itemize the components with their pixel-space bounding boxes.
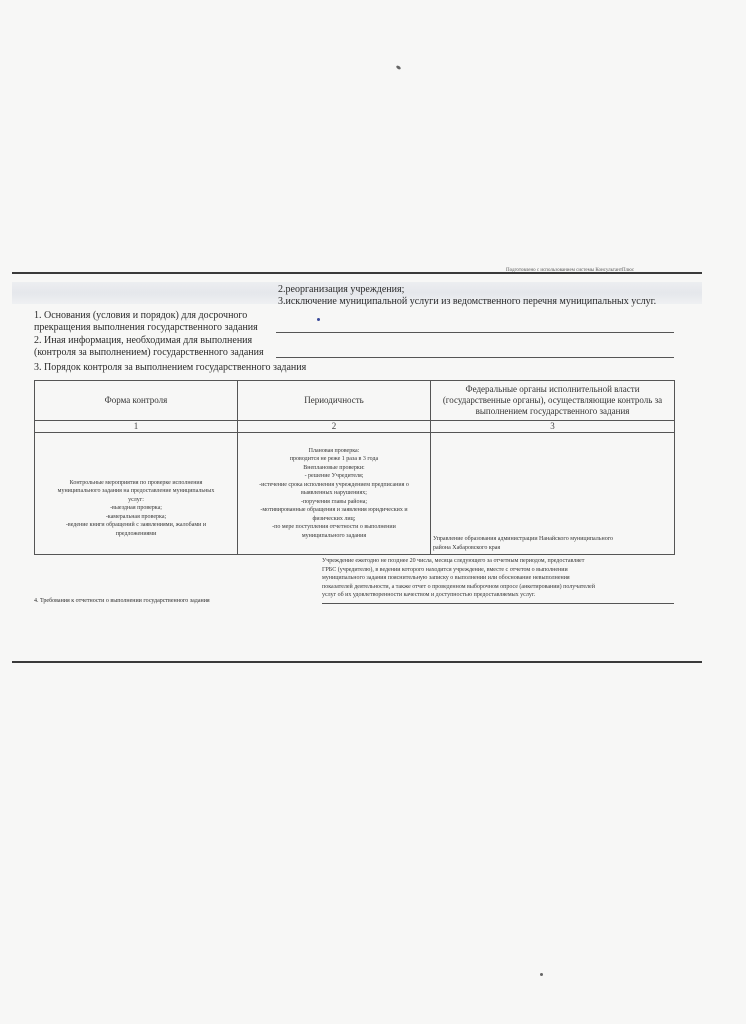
section4-text-line: муниципального задания пояснительную записку о выполнении или обоснование невыполнения	[322, 575, 570, 581]
scan-speck	[540, 973, 543, 976]
section2-underline	[276, 357, 674, 358]
header-periodicity: Периодичность	[238, 381, 431, 421]
section4-text-line: услуг об их удовлетворенности качеством и доступностью предоставляемых услуг.	[322, 592, 536, 598]
scan-speck	[396, 65, 402, 70]
periodicity-line: - решение Учредителя;	[304, 473, 364, 480]
periodicity-line: муниципального задания	[301, 532, 367, 539]
control-body-line: Управление образования администрации Нанайского муниципального	[433, 536, 614, 542]
section4-text-line: ГРБС (учредителю), в ведении которого находится учреждение, вместе с отчетом о выполнении	[322, 566, 568, 573]
section4-text-line: Учреждение ежегодно не позднее 20 числа, месяца следующего за отчетным периодом, предоставляет	[322, 558, 585, 564]
periodicity-line: Плановая проверка:	[308, 447, 360, 454]
scan-speck	[317, 318, 320, 321]
consultant-stamp: Подготовлено с использованием системы КонсультантПлюс	[506, 268, 635, 273]
periodicity-line: проводится не реже 1 раза в 3 года	[289, 456, 379, 463]
reorganization-line: 2.реорганизация учреждения;	[278, 284, 405, 295]
section1-line1: 1. Основания (условия и порядок) для досрочного	[34, 310, 248, 321]
section1-line2: прекращения выполнения государственного задания	[34, 322, 258, 333]
section2-line2: (контроля за выполнением) государственного задания	[34, 347, 264, 358]
periodicity-line: физических лиц;	[312, 515, 356, 522]
section1-underline	[276, 332, 674, 333]
control-body-line: района Хабаровского края	[433, 544, 501, 551]
control-form-line: муниципального задания на предоставление муниципальных	[57, 488, 215, 495]
exclusion-line: 3.исключение муниципальной услуги из ведомственного перечня муниципальных услуг.	[278, 296, 657, 307]
cell-control-bodies	[431, 433, 675, 555]
section4-underline	[322, 603, 674, 604]
column-number-1: 1	[35, 421, 238, 433]
control-form-line: -выездная проверка;	[110, 505, 162, 512]
control-form-line: -камеральная проверка;	[105, 513, 167, 520]
section4-text	[322, 557, 595, 600]
section4-text-line: показателей деятельности, а также отчет о проведенном выборочном опросе (анкетировании) получателей	[322, 583, 595, 590]
periodicity-line: -по мере поступления отчетности о выполнении	[272, 524, 396, 531]
control-form-line: предложениями	[115, 530, 157, 537]
column-number-2: 2	[238, 421, 431, 433]
cell-control-form	[35, 433, 238, 555]
control-form-line: Контрольные мероприятия по проверке исполнения	[69, 479, 203, 486]
control-table	[34, 380, 675, 555]
bottom-rule	[12, 661, 702, 663]
header-control-form: Форма контроля	[35, 381, 238, 421]
periodicity-line: выявленных нарушениях;	[301, 490, 367, 497]
cell-periodicity	[238, 433, 431, 555]
periodicity-line: -истечение срока исполнения учреждением предписания о	[259, 481, 409, 488]
control-form-line: услуг:	[128, 496, 144, 503]
periodicity-line: -мотивированные обращения и заявления юридических и	[260, 507, 408, 514]
section2-line1: 2. Иная информация, необходимая для выполнения	[34, 335, 253, 346]
periodicity-line: Внеплановые проверки:	[303, 464, 365, 471]
periodicity-line: -поручения главы района;	[300, 498, 368, 505]
header-control-bodies: Федеральные органы исполнительной власти (государственные органы), осуществляющие контроль за выполнением государственного задания	[431, 381, 675, 421]
column-number-3: 3	[431, 421, 675, 433]
section4-title: 4. Требования к отчетности о выполнении государственного задания	[34, 598, 210, 604]
section3-title: 3. Порядок контроля за выполнением государственного задания	[34, 362, 307, 373]
control-form-line: -ведение книги обращений с заявлениями, жалобами и	[65, 522, 207, 529]
